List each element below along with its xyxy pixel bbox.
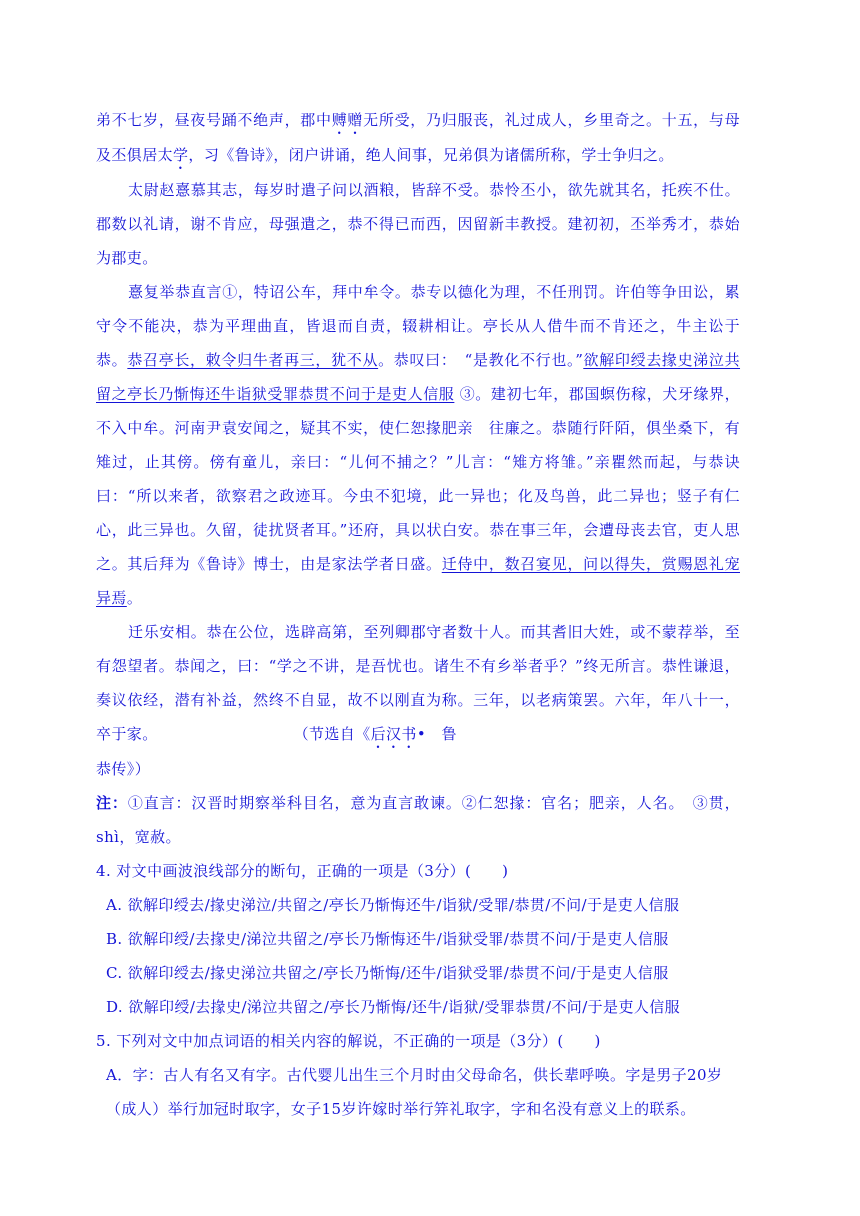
text-span: 弟不七岁，昼夜号踊不绝声，郡中	[96, 111, 332, 129]
underlined-sentence: 恭召亭长，敕令归牛者再三，犹不从	[127, 351, 379, 369]
source-citation: （节选自《	[293, 725, 371, 743]
dotted-term: 赙赠	[331, 111, 364, 129]
wavy-underlined-sentence: 欲解印绶去掾史涕泣共留之亭长乃惭悔还牛诣狱受罪恭贯不问于是吏人信服	[96, 351, 741, 403]
passage-paragraph-2: 太尉赵憙慕其志，每岁时遣子问以酒粮，皆辞不受。恭怜丕小，欲先就其名，托疾不仕。郡数以礼请，谢不肯应，母强遣之，恭不得已而西，因留新丰教授。建初初，丕举秀才，恭始为郡吏。	[96, 181, 740, 267]
passage-paragraph-3	[96, 275, 740, 615]
passage-paragraph-4	[96, 615, 740, 752]
dotted-term: 后汉书	[370, 725, 417, 743]
question-5-stem: 5. 下列对文中加点词语的相关内容的解说，不正确的一项是（3分）( )	[96, 1032, 601, 1050]
question-4-stem: 4. 对文中画波浪线部分的断句，正确的一项是（3分）( )	[96, 862, 509, 880]
text-span: 憙复举恭直言①，特诏公车，拜中牟令。恭专以德化为理，不任刑罚。许伯等争田讼，累守令不能决，恭为平理曲直，皆退而自责，辍耕相让。亭长从人借牛而不肯还之，牛主讼于恭。	[96, 283, 740, 369]
text-span: 迁乐安相。恭在公位，选辟高第，至列卿郡守者数十人。而其耆旧大姓，或不蒙荐举，至有怨望者。恭闻之，曰：“学之不讲，是吾忧也。诸生不有乡举者乎？”终无所言。恭性谦退，奏议依经，潜有补益，然终不自显，故不以刚直为称。三年，以老病策罢。六年，年八十一，卒于家。	[96, 623, 740, 743]
text-span: ，习《鲁诗》，闭户讲诵，绝人间事，兄弟俱为诸儒所称，学士争归之。	[188, 146, 674, 164]
question-4-option-d: D. 欲解印绶/去掾史/涕泣共留之/亭长乃惭悔/还牛/诣狱/受罪恭贯/不问/于是吏人信服	[106, 998, 681, 1016]
question-4-option-b: B. 欲解印绶/去掾史/涕泣共留之/亭长乃惭悔还牛/诣狱受罪/恭贯不问/于是吏人信服	[106, 930, 669, 948]
question-4-option-c: C. 欲解印绶去/掾史涕泣共留之/亭长乃惭悔/还牛/诣狱受罪/恭贯不问/于是吏人信服	[106, 964, 669, 982]
question-5-option-a: A．字：古人有名又有字。古代婴儿出生三个月时由父母命名，供长辈呼唤。字是男子20岁（成人）举行加冠时取字，女子15岁许嫁时举行笄礼取字，字和名没有意义上的联系。	[106, 1066, 723, 1118]
question-4-option-a: A. 欲解印绶去/掾史涕泣/共留之/亭长乃惭悔还牛/诣狱/受罪/恭贯/不问/于是吏人信服	[106, 896, 680, 914]
passage-paragraph-1	[96, 103, 740, 173]
underlined-sentence: 迁侍中，数召宴见，问以得失，赏赐恩礼宠异焉	[96, 555, 740, 607]
note-text: ①直言：汉晋时期察举科目名，意为直言敢谏。②仁恕掾：官名；肥亲，人名。 ③贯，shì，宽赦。	[96, 794, 740, 846]
note-label: 注：	[96, 794, 128, 812]
text-span: 。恭叹曰： “是教化不行也。”	[378, 351, 584, 369]
source-citation: • 鲁	[416, 725, 457, 743]
document-page	[96, 103, 740, 1126]
notes	[96, 786, 740, 854]
text-span: 。	[126, 589, 143, 607]
text-span: 无所受，乃归服丧，礼过成人，乡里奇之。十五，与母及丕俱居太	[96, 111, 740, 164]
source-line-2: 恭传》）	[96, 760, 151, 778]
text-span: ③。建初七年，郡国螟伤稼，犬牙缘界，不入中牟。河南尹袁安闻之，疑其不实，使仁恕掾肥亲 往廉之。恭随行阡陌，俱坐桑下，有雉过，止其傍。傍有童儿，亲曰：“儿何不捕之？”儿言：“雉方将雏。”亲瞿然而起，与恭诀曰：“所以来者，欲察君之政迹耳。今虫不犯境，此一异也；化及鸟兽，此二异也；竖子有仁心，此三异也。久留，徒扰贤者耳。”还府，具以状白安。恭在事三年，会遭母丧去官，吏人思之。其后拜为《鲁诗》博士，由是家法学者日盛。	[96, 385, 741, 573]
dotted-term: 学	[173, 146, 189, 164]
